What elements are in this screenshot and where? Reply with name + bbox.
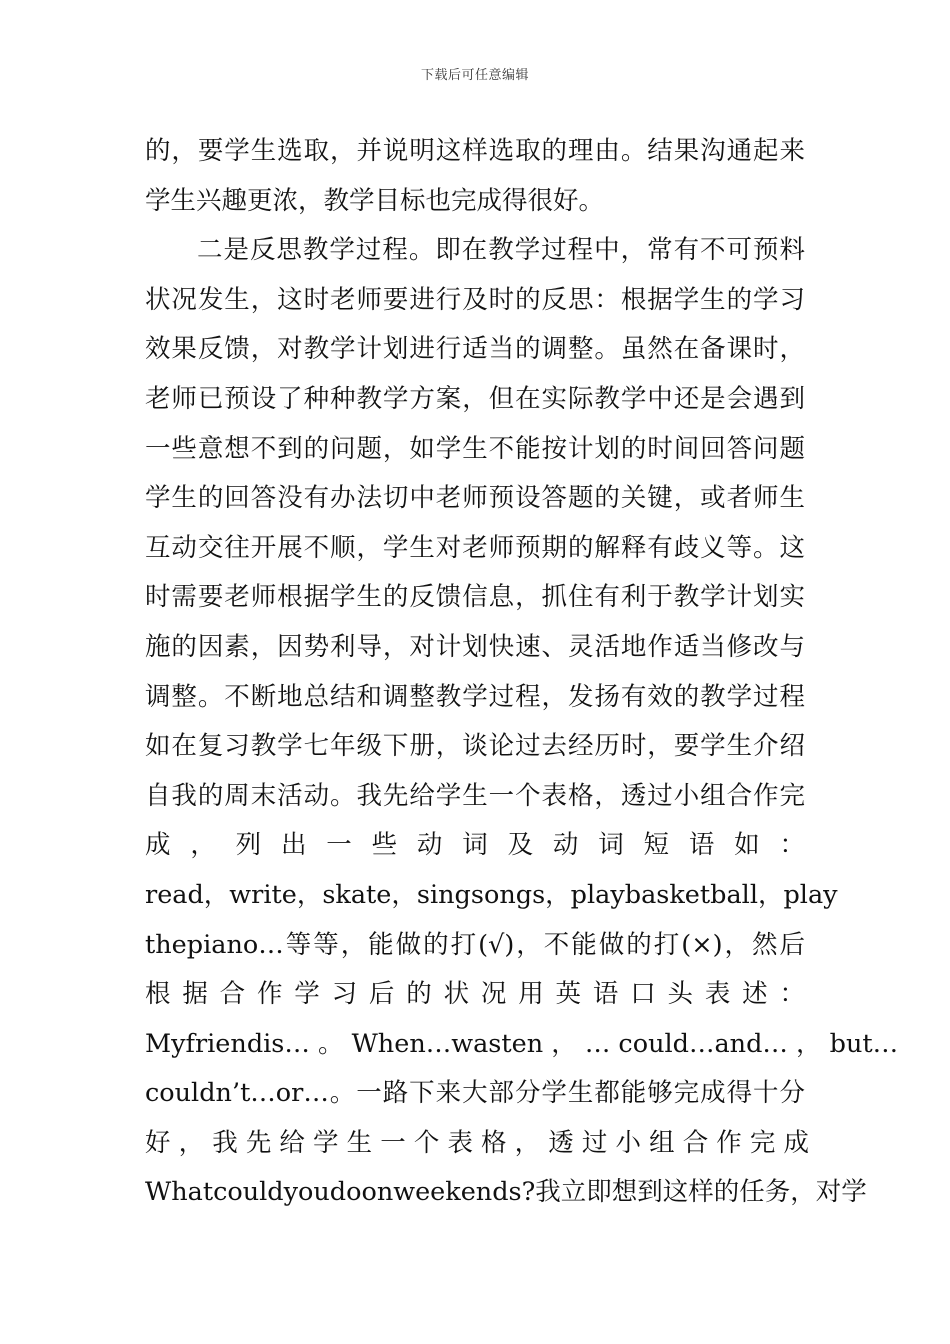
text-line: 调整。不断地总结和调整教学过程，发扬有效的教学过程: [145, 681, 805, 712]
text-line: 如在复习教学七年级下册，谈论过去经历时，要学生介绍: [145, 731, 805, 762]
text-line: 的，要学生选取，并说明这样选取的理由。结果沟通起来: [145, 136, 805, 166]
text-line: 一些意想不到的问题，如学生不能按计划的时间回答问题: [145, 433, 805, 464]
text-line: 好 ， 我 先 给 学 生 一 个 表 格 ， 透 过 小 组 合 作 完 成: [145, 1127, 810, 1158]
text-line: 互动交往开展不顺，学生对老师预期的解释有歧义等。这: [145, 532, 805, 563]
text-line: 状况发生，这时老师要进行及时的反思：根据学生的学习: [145, 284, 805, 315]
text-line: 效果反馈，对教学计划进行适当的调整。虽然在备课时，: [145, 334, 805, 365]
text-line: 自我的周末活动。我先给学生一个表格，透过小组合作完: [145, 780, 805, 811]
text-line: 施的因素，因势利导，对计划快速、灵活地作适当修改与: [145, 631, 805, 662]
text-line: Myfriendis… 。 When…wasten ， … could…and… ， but…: [145, 1028, 899, 1059]
document-body: [145, 127, 899, 1218]
text-line: thepiano…等等，能做的打(√)，不能做的打(×)，然后: [145, 929, 805, 960]
text-line: 老师已预设了种种教学方案，但在实际教学中还是会遇到: [145, 383, 805, 414]
text-line: 二是反思教学过程。即在教学过程中，常有不可预料: [197, 235, 805, 266]
text-line: read，write，skate，singsongs，playbasketball，play: [145, 879, 838, 910]
text-line: 学生兴趣更浓，教学目标也完成得很好。: [145, 185, 605, 216]
text-line: Whatcouldyoudoonweekends?我立即想到这样的任务，对学: [145, 1177, 867, 1208]
text-line: 根 据 合 作 学 习 后 的 状 况 用 英 语 口 头 表 述 ：: [145, 979, 805, 1010]
text-line: couldn’t…or…。一路下来大部分学生都能够完成得十分: [145, 1078, 805, 1109]
text-line: 学生的回答没有办法切中老师预设答题的关键，或者师生: [145, 483, 805, 514]
page-header-note: 下载后可任意编辑: [420, 68, 529, 83]
text-line: 成 ， 列 出 一 些 动 词 及 动 词 短 语 如 ：: [145, 830, 805, 861]
text-line: 时需要老师根据学生的反馈信息，抓住有利于教学计划实: [145, 582, 805, 613]
